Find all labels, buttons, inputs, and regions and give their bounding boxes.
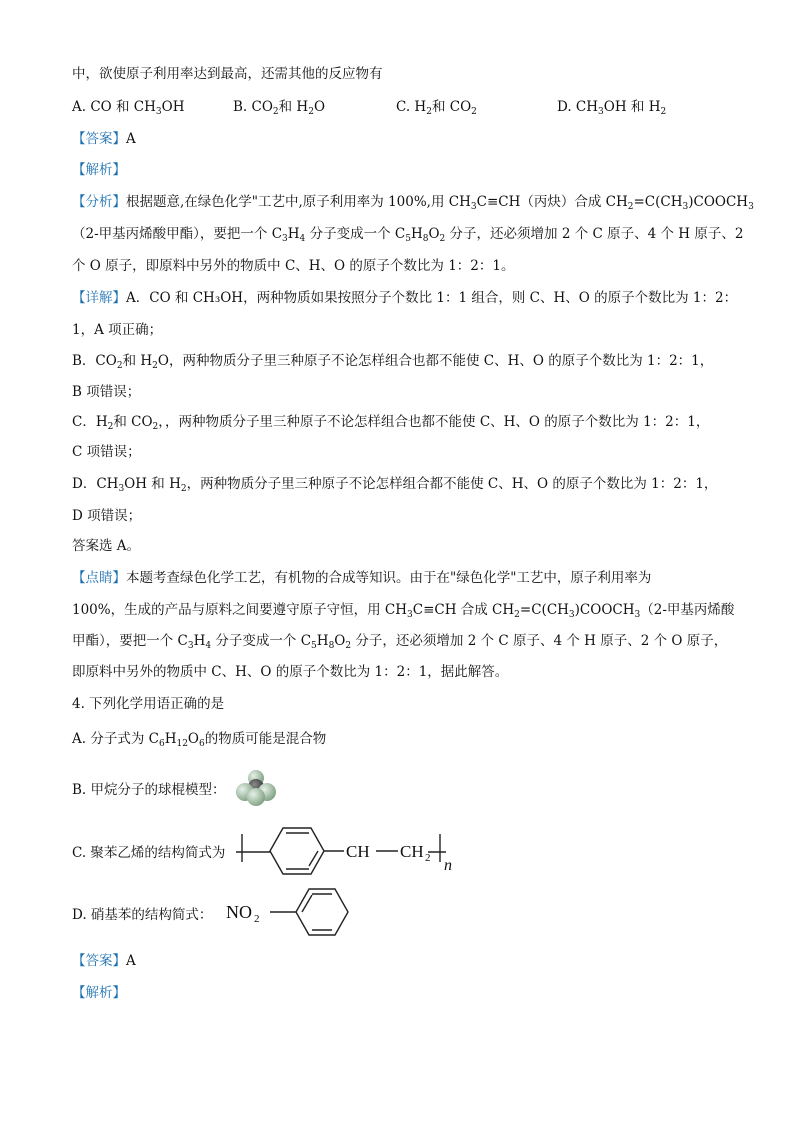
q3-xiangjie-d2: D 项错误；: [72, 508, 142, 524]
subscript: 3: [748, 202, 754, 212]
subscript: 3: [282, 234, 288, 244]
dianjing-tag: 【点睛】: [72, 570, 126, 586]
subscript: 2: [308, 107, 314, 117]
text-segment: )COOCH: [574, 602, 635, 618]
q4-option-d: D. 硝基苯的结构简式：: [72, 907, 213, 923]
q3-dianjing-line-2: [72, 600, 734, 620]
nitrobenzene-structure: [224, 886, 358, 942]
q3-xiangjie-c1: [72, 412, 709, 432]
subscript: 5: [311, 641, 317, 651]
text-segment: A. 分子式为 C: [72, 731, 159, 747]
q3-stem-tail: 中，欲使原子利用率达到最高，还需其他的反应物有: [72, 66, 383, 82]
text-segment: 和 H: [278, 99, 309, 115]
subscript: 8: [422, 234, 429, 244]
answer-value: A: [126, 953, 136, 969]
subscript: 3: [155, 107, 162, 117]
q3-answer: [72, 129, 136, 149]
text-segment: =C(CH: [633, 194, 683, 210]
text-segment: OH: [161, 99, 185, 115]
text-segment: 100%，生成的产品与原料之间要遵守原子守恒，用 CH: [72, 602, 407, 618]
text-segment: 根据题意,在绿色化学"工艺中,原子利用率为 100%,用 CH: [126, 194, 471, 210]
subscript: 2: [107, 422, 114, 432]
q3-option-c: [396, 97, 477, 117]
text-segment: H: [410, 226, 423, 242]
text-segment: C≡CH 合成 CH: [412, 602, 515, 618]
subscript: 2: [627, 202, 634, 212]
text-segment: C. H: [396, 99, 427, 115]
subscript: 3: [407, 610, 413, 620]
subscript: 12: [176, 739, 188, 749]
text-segment: H: [164, 731, 177, 747]
subscript: 3: [598, 107, 604, 117]
subscript: 2: [152, 422, 159, 432]
subscript: 2: [152, 361, 158, 371]
no2-label: NO: [226, 902, 252, 922]
subscript: 2: [660, 107, 667, 117]
subscript: 2: [345, 641, 352, 651]
subscript: 3: [568, 610, 575, 620]
subscript: 4: [299, 234, 306, 244]
q3-option-a: [72, 97, 185, 117]
subscript: 3: [634, 610, 641, 620]
subscript: 3: [682, 202, 689, 212]
subscript: 3: [187, 641, 194, 651]
text-segment: B．CO: [72, 353, 117, 369]
answer-tag: 【答案】: [72, 131, 126, 147]
text-segment: 的物质可能是混合物: [204, 731, 327, 747]
text-segment: 分子，还必须增加 2 个 C 原子、4 个 H 原子、2: [445, 226, 744, 242]
q4-answer: [72, 951, 136, 971]
text-segment: B. CO: [233, 99, 273, 115]
q3-fenxi-line-1: [72, 192, 754, 212]
ch2-subscript: 2: [425, 852, 431, 864]
answer-value: A: [126, 131, 136, 147]
text-segment: 和 CO: [431, 99, 472, 115]
text-segment: ，，两种物质分子里三种原子不论怎样组合也都不能使 C、H、O 的原子个数比为 1：2：1，: [158, 414, 710, 430]
q3-xiangjie-d1: [72, 474, 717, 494]
q3-option-d: [557, 97, 666, 117]
subscript: 2: [272, 107, 279, 117]
text-segment: C≡CH（丙炔）合成 CH: [476, 194, 628, 210]
text-segment: D. CH: [557, 99, 599, 115]
no2-subscript: 2: [254, 913, 260, 925]
text-segment: H: [316, 633, 329, 649]
subscript: 8: [328, 641, 335, 651]
q3-dianjing-line-1: 【点睛】本题考查绿色化学工艺，有机物的合成等知识。由于在"绿色化学"工艺中，原子利用率为: [72, 570, 652, 586]
text-segment: 分子，还必须增加 2 个 C 原子、4 个 H 原子、2 个 O 原子，: [351, 633, 728, 649]
q4-option-a: [72, 729, 326, 749]
text-segment: O: [334, 633, 346, 649]
subscript: 3: [470, 202, 477, 212]
text-segment: 甲酯），要把一个 C: [72, 633, 188, 649]
subscript: 3: [118, 484, 125, 494]
text-segment: A. CO 和 CH: [72, 99, 156, 115]
q4-analysis-tag: 【解析】: [72, 985, 126, 1001]
answer-tag: 【答案】: [72, 953, 126, 969]
methane-ball-stick-model: [234, 770, 278, 806]
q4-option-b: B. 甲烷分子的球棍模型：: [72, 782, 226, 798]
q3-option-b: [233, 97, 325, 117]
text-segment: 分子变成一个 C: [305, 226, 406, 242]
text-segment: OH 和 H: [603, 99, 661, 115]
text-segment: （2-甲基丙烯酸: [640, 602, 735, 618]
q3-xiangjie-line-2: 1，A 项正确；: [72, 322, 163, 338]
xiangjie-tag: 【详解】: [72, 290, 126, 306]
text-segment: H: [287, 226, 300, 242]
q3-xiangjie-c2: C 项错误；: [72, 444, 141, 460]
subscript: 6: [158, 739, 165, 749]
subscript: 2: [439, 234, 446, 244]
polystyrene-structure: [230, 820, 470, 874]
text-segment: H: [193, 633, 206, 649]
text-segment: O，两种物质分子里三种原子不论怎样组合也都不能使 C、H、O 的原子个数比为 1：2：1，: [157, 353, 714, 369]
q3-dianjing-line-3: [72, 631, 727, 651]
q3-xiangjie-b2: B 项错误；: [72, 384, 141, 400]
text-segment: C．H: [72, 414, 108, 430]
text-segment: O: [428, 226, 440, 242]
subscript: 2: [116, 361, 123, 371]
q3-dianjing-line-4: 即原料中另外的物质中 C、H、O 的原子个数比为 1：2：1，据此解答。: [72, 664, 509, 680]
text-segment: 分子变成一个 C: [211, 633, 312, 649]
text-segment: （2-甲基丙烯酸甲酯），要把一个 C: [72, 226, 283, 242]
q3-xiangjie-line-1: 【详解】A．CO 和 CH₃OH，两种物质如果按照分子个数比 1：1 组合，则 C、H、O 的原子个数比为 1：2：: [72, 290, 738, 306]
q3-xiangjie-b1: [72, 351, 713, 371]
text-segment: ，两种物质分子里三种原子不论怎样组合都不能使 C、H、O 的原子个数比为 1：2：1，: [186, 476, 718, 492]
text-segment: O: [187, 731, 199, 747]
text-segment: OH 和 H: [124, 476, 181, 492]
text-segment: 和 CO: [113, 414, 153, 430]
text-segment: )COOCH: [688, 194, 749, 210]
q3-fenxi-line-3: 个 O 原子，即原料中另外的物质中 C、H、O 的原子个数比为 1：2：1。: [72, 258, 515, 274]
q3-fenxi-line-2: [72, 224, 743, 244]
text-segment: 和 H: [122, 353, 153, 369]
subscript: 2: [471, 107, 477, 117]
subscript: 2: [180, 484, 187, 494]
ch-label: CH: [346, 842, 370, 861]
q4-option-c: C. 聚苯乙烯的结构简式为: [72, 845, 226, 861]
subscript: 6: [199, 739, 205, 749]
text-segment: O: [313, 99, 326, 115]
text-segment: D．CH: [72, 476, 119, 492]
q3-analysis-tag: 【解析】: [72, 162, 126, 178]
subscript: 2: [514, 610, 520, 620]
subscript: 4: [205, 641, 212, 651]
text-segment: =C(CH: [519, 602, 569, 618]
q4-stem: 4. 下列化学用语正确的是: [72, 696, 225, 712]
ch2-label: CH: [400, 842, 424, 861]
subscript: 5: [405, 234, 411, 244]
subscript: 2: [426, 107, 432, 117]
repeat-n: n: [444, 857, 452, 874]
q3-conclusion: 答案选 A。: [72, 538, 141, 554]
fenxi-tag: 【分析】: [72, 194, 126, 210]
